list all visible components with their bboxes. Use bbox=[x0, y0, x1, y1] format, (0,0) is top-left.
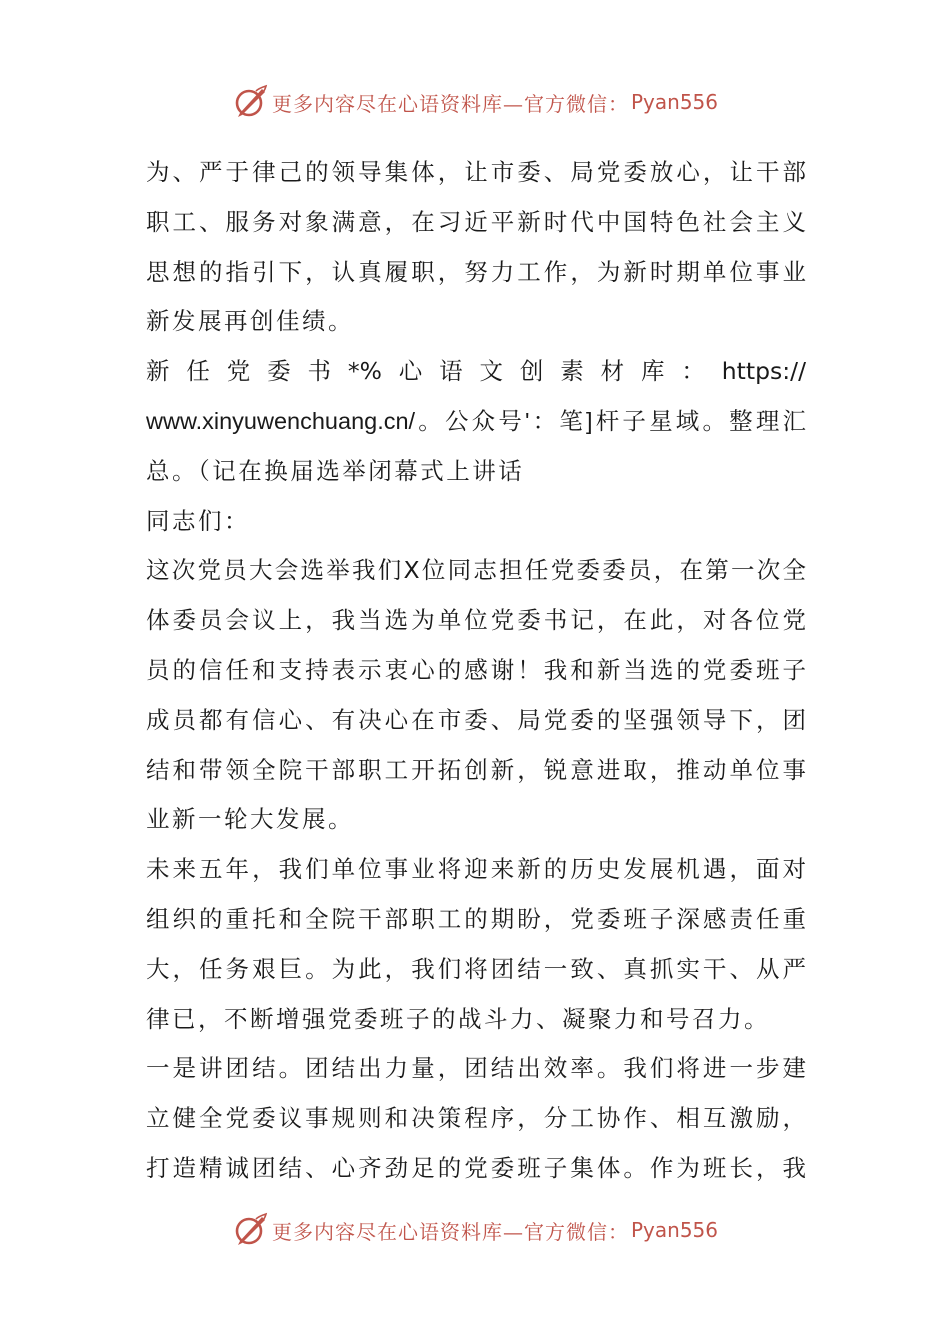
body-line: 同志们： bbox=[146, 506, 250, 535]
body-line: 这次党员大会选举我们X位同志担任党委委员，在第一次全 bbox=[146, 556, 806, 585]
body-line: 结和带领全院干部职工开拓创新，锐意进取，推动单位事 bbox=[146, 755, 806, 784]
document-body bbox=[146, 148, 806, 1194]
body-line: 立健全党委议事规则和决策程序，分工协作、相互激励， bbox=[146, 1104, 806, 1133]
wechat-id: Pyan556 bbox=[630, 90, 718, 114]
body-line: 组织的重托和全院干部职工的期盼，党委班子深感责任重 bbox=[146, 904, 806, 933]
body-line: 新发展再创佳绩。 bbox=[146, 307, 354, 336]
body-line: 职工、服务对象满意，在习近平新时代中国特色社会主义 bbox=[146, 207, 806, 236]
body-line: 新任党委书*%心语文创素材库：https:// bbox=[146, 357, 806, 386]
header-banner bbox=[0, 84, 950, 120]
banner-text: 更多内容尽在心语资料库—官方微信： bbox=[271, 91, 629, 116]
wechat-id: Pyan556 bbox=[630, 1218, 718, 1242]
body-line: 为、严于律己的领导集体，让市委、局党委放心，让干部 bbox=[146, 158, 806, 186]
quill-pen-logo-icon bbox=[232, 84, 268, 120]
body-line: 未来五年，我们单位事业将迎来新的历史发展机遇，面对 bbox=[146, 855, 806, 884]
quill-pen-logo-icon bbox=[232, 1212, 268, 1248]
body-line: 律已，不断增强党委班子的战斗力、凝聚力和号召力。 bbox=[146, 1004, 770, 1033]
body-line: 员的信任和支持表示衷心的感谢！我和新当选的党委班子 bbox=[146, 655, 806, 684]
body-line: 总。（记在换届选举闭幕式上讲话 bbox=[146, 456, 525, 485]
body-line: 大，任务艰巨。为此，我们将团结一致、真抓实干、从严 bbox=[146, 954, 806, 983]
body-line: 业新一轮大发展。 bbox=[146, 805, 354, 834]
body-line: 成员都有信心、有决心在市委、局党委的坚强领导下，团 bbox=[146, 705, 806, 734]
body-line: www.xinyuwenchuang.cn/。公众号'：笔]杆子星域。整理汇 bbox=[146, 407, 806, 434]
footer-banner bbox=[0, 1212, 950, 1248]
body-line: 思想的指引下，认真履职，努力工作，为新时期单位事业 bbox=[146, 257, 806, 286]
body-line: 体委员会议上，我当选为单位党委书记，在此，对各位党 bbox=[146, 606, 806, 635]
body-line: 一是讲团结。团结出力量，团结出效率。我们将进一步建 bbox=[146, 1054, 806, 1083]
body-line: 打造精诚团结、心齐劲足的党委班子集体。作为班长，我 bbox=[146, 1153, 806, 1182]
banner-text: 更多内容尽在心语资料库—官方微信： bbox=[271, 1219, 629, 1244]
